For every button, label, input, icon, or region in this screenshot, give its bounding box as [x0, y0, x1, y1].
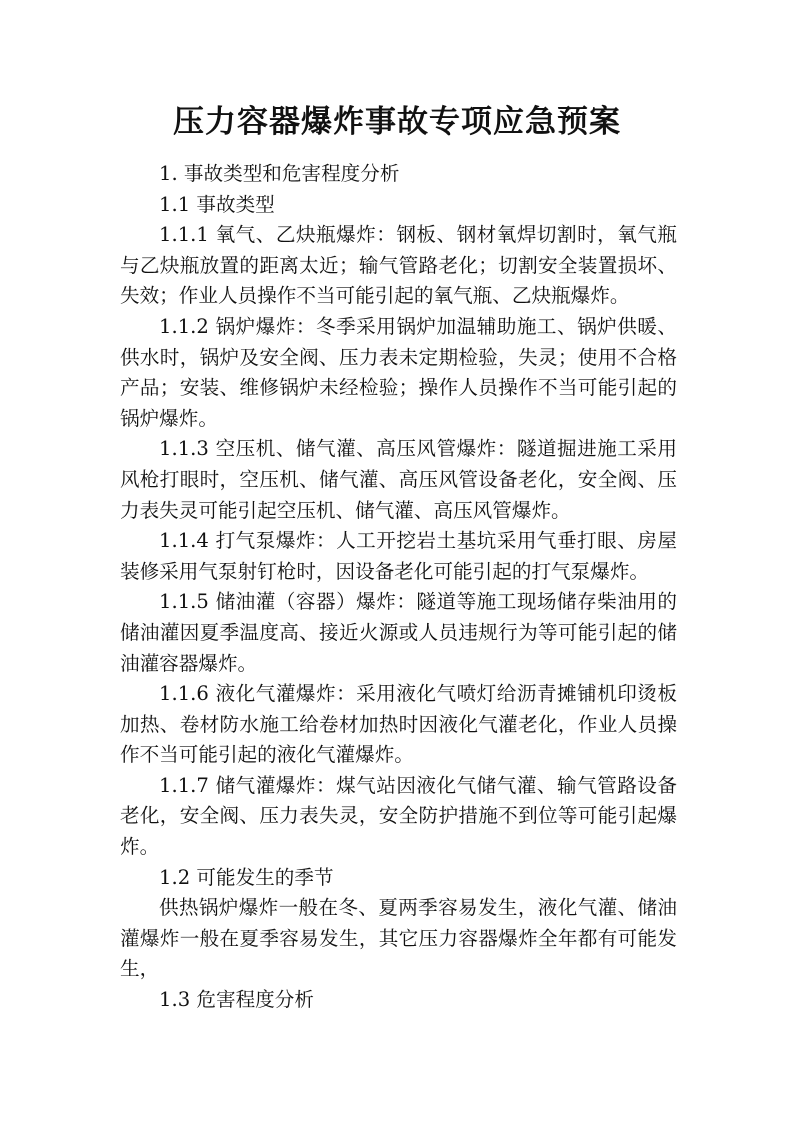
paragraph [120, 434, 677, 526]
text-line: 1.1.5 储油灌（容器）爆炸：隧道等施工现场储存柴油用的 [159, 590, 677, 614]
paragraph [120, 863, 677, 894]
text-line: 储油灌因夏季温度高、接近火源或人员违规行为等可能引起的储 [120, 620, 677, 644]
text-line: 1.1.1 氧气、乙炔瓶爆炸：钢板、钢材氧焊切割时，氧气瓶 [159, 223, 677, 247]
text-line: 1.1.2 锅炉爆炸：冬季采用锅炉加温辅助施工、锅炉供暖、 [159, 314, 677, 338]
text-line: 作不当可能引起的液化气灌爆炸。 [120, 743, 414, 767]
text-line: 1.1.7 储气灌爆炸：煤气站因液化气储气灌、输气管路设备 [159, 773, 677, 797]
paragraph [120, 985, 677, 1016]
text-line: 装修采用气泵射钉枪时，因设备老化可能引起的打气泵爆炸。 [120, 559, 650, 583]
text-line: 供热锅炉爆炸一般在冬、夏两季容易发生，液化气灌、储油 [159, 896, 677, 920]
document-title: 压力容器爆炸事故专项应急预案 [173, 104, 621, 140]
paragraph [120, 312, 677, 434]
text-line: 生， [120, 957, 160, 981]
paragraph [120, 159, 677, 190]
text-line: 锅炉爆炸。 [120, 406, 218, 430]
text-line: 供水时，锅炉及安全阀、压力表未定期检验，失灵；使用不合格 [120, 345, 677, 369]
text-line: 1.1.3 空压机、储气灌、高压风管爆炸：隧道掘进施工采用 [159, 437, 677, 461]
text-line: 失效；作业人员操作不当可能引起的氧气瓶、乙炔瓶爆炸。 [120, 284, 630, 308]
text-line: 1.3 危害程度分析 [159, 988, 314, 1012]
text-line: 油灌容器爆炸。 [120, 651, 258, 675]
paragraph [120, 587, 677, 679]
paragraph [120, 526, 677, 587]
text-line: 风枪打眼时，空压机、储气灌、高压风管设备老化，安全阀、压 [120, 467, 677, 491]
text-line: 灌爆炸一般在夏季容易发生，其它压力容器爆炸全年都有可能发 [120, 926, 677, 950]
text-line: 1.1 事故类型 [159, 192, 275, 216]
text-line: 老化，安全阀、压力表失灵，安全防护措施不到位等可能引起爆 [120, 804, 677, 828]
text-line: 炸。 [120, 835, 160, 859]
paragraph [120, 190, 677, 221]
text-line: 1.1.4 打气泵爆炸：人工开挖岩土基坑采用气垂打眼、房屋 [159, 529, 677, 553]
text-line: 1. 事故类型和危害程度分析 [159, 162, 400, 185]
document-body [120, 159, 677, 1016]
text-line: 加热、卷材防水施工给卷材加热时因液化气灌老化，作业人员操 [120, 712, 677, 736]
text-line: 产品；安装、维修锅炉未经检验；操作人员操作不当可能引起的 [120, 376, 677, 400]
paragraph [120, 679, 677, 771]
text-line: 力表失灵可能引起空压机、储气灌、高压风管爆炸。 [120, 498, 571, 522]
paragraph [120, 220, 677, 312]
text-line: 1.1.6 液化气灌爆炸：采用液化气喷灯给沥青摊铺机印烫板 [159, 682, 677, 706]
text-line: 1.2 可能发生的季节 [159, 865, 334, 889]
paragraph [120, 893, 677, 985]
paragraph [120, 771, 677, 863]
text-line: 与乙炔瓶放置的距离太近；输气管路老化；切割安全装置损坏、 [120, 253, 677, 277]
